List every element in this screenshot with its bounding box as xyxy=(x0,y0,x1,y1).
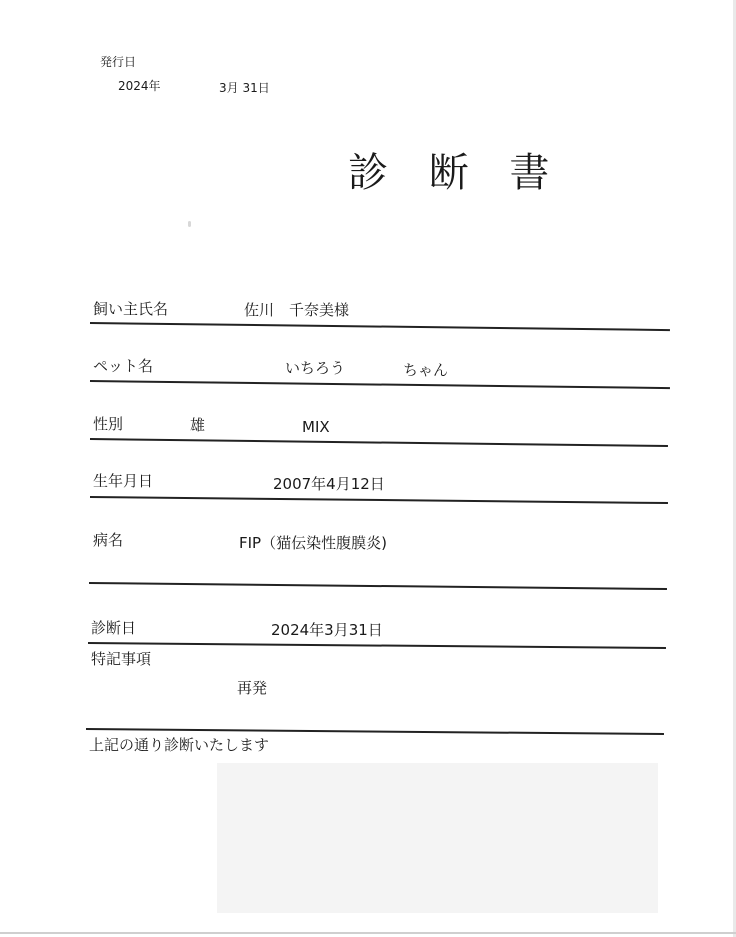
disease-label: 病名 xyxy=(93,531,124,549)
sex-underline xyxy=(90,438,668,447)
pet-name-underline xyxy=(90,380,670,389)
diagnosis-date-value: 2024年3月31日 xyxy=(271,621,383,639)
diagnosis-date-label: 診断日 xyxy=(91,619,137,637)
owner-label: 飼い主氏名 xyxy=(93,300,169,318)
birth-date-value: 2007年4月12日 xyxy=(273,475,385,493)
disease-value: FIP（猫伝染性腹膜炎) xyxy=(239,534,387,552)
remarks-underline xyxy=(86,728,664,735)
redacted-signature-area xyxy=(217,763,658,913)
remarks-label: 特記事項 xyxy=(91,650,152,668)
scan-speck xyxy=(188,221,191,227)
issue-date-label: 発行日 xyxy=(100,55,137,69)
owner-value: 佐川 千奈美様 xyxy=(244,301,350,319)
breed-value: MIX xyxy=(302,418,330,436)
pet-name-suffix: ちゃん xyxy=(403,361,449,379)
disease-underline xyxy=(89,582,667,590)
remarks-value: 再発 xyxy=(237,679,268,697)
document-title: 診 断 書 xyxy=(348,150,564,196)
issue-date-year: 2024年 xyxy=(118,79,161,93)
owner-underline xyxy=(90,322,670,331)
sex-value: 雄 xyxy=(190,416,206,434)
birth-date-label: 生年月日 xyxy=(93,472,154,490)
pet-name-value: いちろう xyxy=(285,359,346,377)
certification-statement: 上記の通り診断いたします xyxy=(89,736,270,754)
scan-bottom-edge xyxy=(0,932,736,934)
issue-date-month-day: 3月 31日 xyxy=(219,81,270,95)
sex-label: 性別 xyxy=(93,415,124,433)
diagnosis-date-underline xyxy=(88,642,666,649)
pet-name-label: ペット名 xyxy=(93,357,154,375)
birth-date-underline xyxy=(90,496,668,504)
